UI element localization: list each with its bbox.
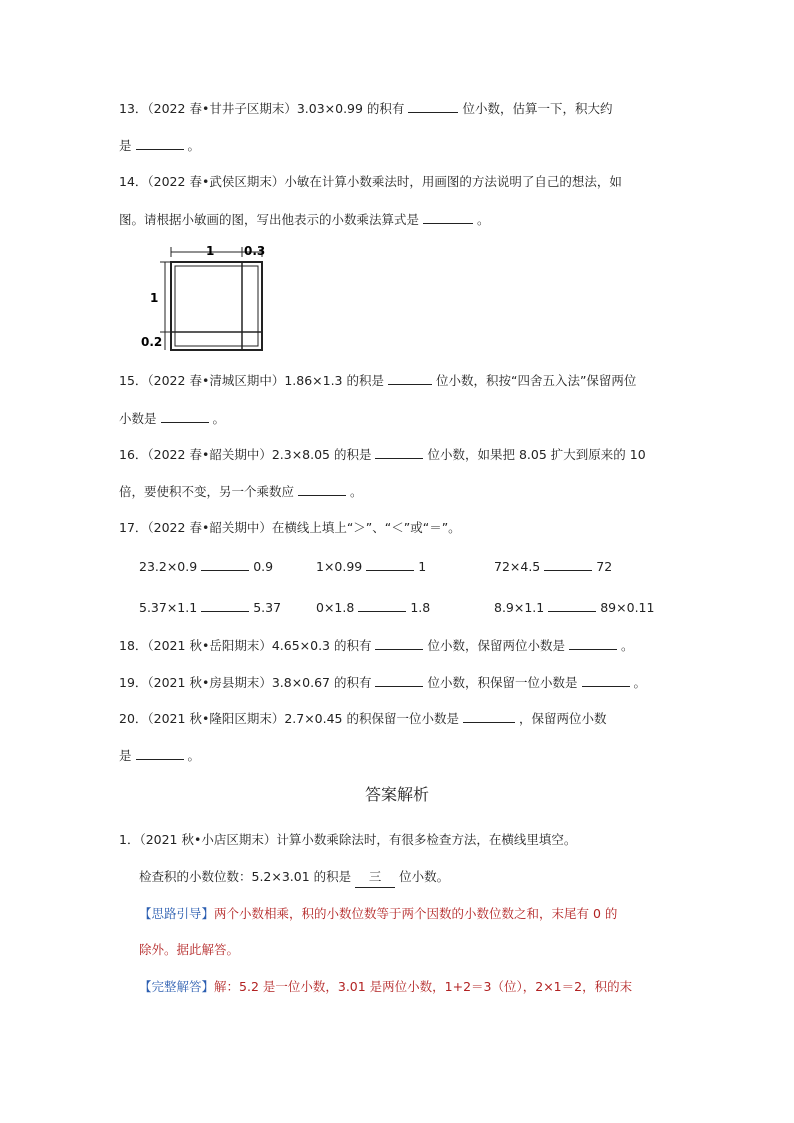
- question-14-line1: 14．（2022 春•武侯区期末）小敏在计算小数乘法时，用画图的方法说明了自己的想法，如: [119, 174, 622, 189]
- answer-blank[interactable]: [375, 444, 423, 459]
- compare-item: 23.2×0.9 0.9: [139, 556, 273, 574]
- answer-blank[interactable]: [136, 135, 184, 150]
- question-18: 18．（2021 秋•岳阳期末）4.65×0.3 的积有 位小数，保留两位小数是 。: [119, 635, 676, 655]
- answer-blank[interactable]: [298, 481, 346, 496]
- label-top: 1: [206, 244, 215, 258]
- answer-blank[interactable]: [366, 556, 414, 571]
- answer-blank[interactable]: [375, 635, 423, 650]
- hint-tag: 【思路引导】: [139, 906, 215, 921]
- question-19: 19．（2021 秋•房县期末）3.8×0.67 的积有 位小数，积保留一位小数是 。: [119, 672, 676, 692]
- question-15-line2: 小数是 。: [119, 408, 676, 428]
- area-model-figure: [138, 240, 278, 355]
- answer-blank[interactable]: [136, 745, 184, 760]
- solution-tag: 【完整解答】: [139, 979, 215, 994]
- answer-section-title: 答案解析: [364, 785, 429, 804]
- answer-1-solution: 【完整解答】解：5.2 是一位小数，3.01 是两位小数，1+2＝3（位），2×1＝2，积的末: [139, 979, 633, 994]
- question-20-line1: 20．（2021 秋•隆阳区期末）2.7×0.45 的积保留一位小数是 ，保留两位小数: [119, 708, 676, 728]
- label-left: 1: [150, 291, 159, 305]
- answer-blank[interactable]: [544, 556, 592, 571]
- answer-blank[interactable]: [201, 597, 249, 612]
- answer-blank[interactable]: [582, 672, 630, 687]
- answer-blank[interactable]: [201, 556, 249, 571]
- question-20-line2: 是 。: [119, 745, 676, 765]
- answer-1-check: 检查积的小数位数：5.2×3.01 的积是 三 位小数。: [139, 867, 676, 887]
- answer-blank[interactable]: [161, 408, 209, 423]
- answer-blank[interactable]: [408, 98, 458, 113]
- answer-1-hint: 【思路引导】两个小数相乘，积的小数位数等于两个因数的小数位数之和，末尾有 0 的: [139, 906, 618, 921]
- compare-item: 0×1.8 1.8: [316, 597, 430, 615]
- question-15-line1: 15．（2022 春•清城区期中）1.86×1.3 的积是 位小数，积按“四舍五入法”保留两位: [119, 370, 676, 390]
- answer-blank[interactable]: [548, 597, 596, 612]
- answer-1-hint-cont: 除外。据此解答。: [139, 942, 240, 957]
- answer-blank[interactable]: [388, 370, 432, 385]
- answer-blank[interactable]: [423, 209, 473, 224]
- answer-blank[interactable]: [358, 597, 406, 612]
- question-16-line1: 16．（2022 春•韶关期中）2.3×8.05 的积是 位小数，如果把 8.05 扩大到原来的 10: [119, 444, 676, 464]
- answer-blank[interactable]: [569, 635, 617, 650]
- compare-item: 1×0.99 1: [316, 556, 426, 574]
- label-bottom: 0.2: [141, 335, 163, 349]
- answer-blank[interactable]: [375, 672, 423, 687]
- outer-rectangle: [171, 262, 262, 350]
- compare-item: 5.37×1.1 5.37: [139, 597, 281, 615]
- answer-1-question: 1．（2021 秋•小店区期末）计算小数乘除法时，有很多检查方法，在横线里填空。: [119, 832, 577, 847]
- question-13-line1: 13．（2022 春•甘井子区期末）3.03×0.99 的积有 位小数，估算一下，积大约: [119, 98, 676, 118]
- filled-answer: 三: [355, 867, 395, 888]
- question-17-line1: 17．（2022 春•韶关期中）在横线上填上“＞”、“＜”或“＝”。: [119, 520, 461, 535]
- label-right: 0.3: [244, 244, 266, 258]
- question-16-line2: 倍，要使积不变，另一个乘数应 。: [119, 481, 676, 501]
- compare-item: 8.9×1.1 89×0.11: [494, 597, 654, 615]
- compare-item: 72×4.5 72: [494, 556, 612, 574]
- question-14-line2: 图。请根据小敏画的图，写出他表示的小数乘法算式是 。: [119, 209, 676, 229]
- answer-blank[interactable]: [463, 708, 515, 723]
- question-13-line2: 是 。: [119, 135, 676, 155]
